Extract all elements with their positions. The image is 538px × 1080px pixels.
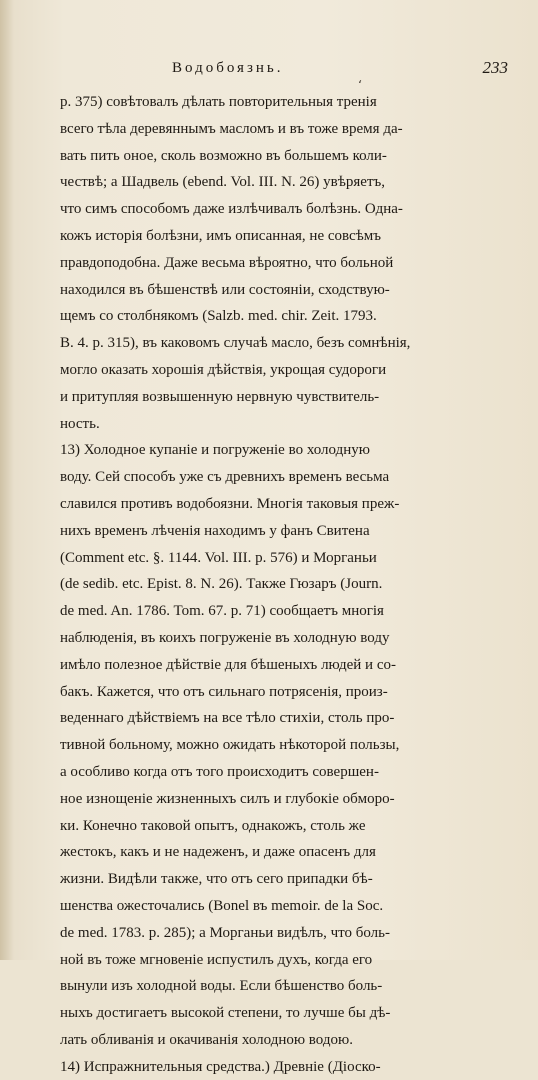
- text-line: и притупляя возвышенную нервную чувствитель-: [60, 388, 380, 405]
- page-number: 233: [482, 58, 508, 77]
- text-line: вынули изъ холодной воды. Если бѣшенство боль-: [60, 978, 383, 995]
- text-line: а особливо когда отъ того происходитъ совершен-: [60, 763, 379, 780]
- text-line: p. 375) совѣтовалъ дѣлать повторительныя тренія: [60, 94, 377, 110]
- text-line: ки. Конечно таковой опытъ, однакожъ, столь же: [60, 817, 366, 834]
- text-line: имѣло полезное дѣйствіе для бѣшеныхъ людей и со-: [60, 656, 396, 673]
- text-line: (Comment etc. §. 1144. Vol. III. p. 576) и Морганьи: [60, 549, 377, 566]
- text-line: чествѣ; а Шадвель (ebend. Vol. III. N. 26) увѣряетъ,: [60, 174, 386, 191]
- text-line: ной въ тоже мгновеніе испустилъ духъ, когда его: [60, 951, 373, 968]
- text-line: ныхъ достигаетъ высокой степени, то лучше бы дѣ-: [60, 1005, 391, 1022]
- text-line: щемъ со столбнякомъ (Salzb. med. chir. Zeit. 1793.: [60, 308, 377, 325]
- text-line: славился противъ водобоязни. Многія таковыя преж-: [60, 495, 400, 512]
- text-line: тивной больному, можно ожидать нѣкоторой пользы,: [60, 737, 400, 754]
- text-line: воду. Сей способъ уже съ древнихъ временъ весьма: [60, 469, 390, 486]
- page-header: [60, 58, 508, 92]
- text-line: веденнаго дѣйствіемъ на все тѣло стихіи, столь про-: [60, 710, 395, 727]
- text-line: 13) Холодное купаніе и погруженіе во холодную: [60, 442, 370, 459]
- text-line: (de sedib. etc. Epist. 8. N. 26). Также Гюзаръ (Journ.: [60, 576, 383, 593]
- header-mark: ʻ: [358, 78, 362, 92]
- text-line: жестокъ, какъ и не надеженъ, и даже опасенъ для: [60, 844, 376, 861]
- text-line: 14) Испражнительныя средства.) Древніе (Діоско-: [60, 1058, 381, 1075]
- text-line: de med. 1783. p. 285); а Морганьи видѣлъ, что боль-: [60, 924, 391, 941]
- text-line: de med. An. 1786. Tom. 67. p. 71) сообщаетъ многія: [60, 603, 384, 620]
- text-line: бакъ. Кажется, что отъ сильнаго потрясенія, произ-: [60, 683, 388, 700]
- text-line: могло оказать хорошія дѣйствія, укрощая судороги: [60, 361, 387, 378]
- text-line: кожъ исторія болѣзни, имъ описанная, не совсѣмъ: [60, 227, 382, 244]
- text-line: правдоподобна. Даже весьма вѣроятно, что больной: [60, 254, 394, 271]
- text-line: B. 4. p. 315), въ каковомъ случаѣ масло, безъ сомнѣнія,: [60, 335, 411, 352]
- text-line: ное изнощеніе жизненныхъ силъ и глубокіе обморо-: [60, 790, 395, 807]
- text-line: ность.: [60, 415, 100, 432]
- text-line: нихъ временъ лѣченія находимъ у фанъ Свитена: [60, 522, 370, 539]
- text-line: жизни. Видѣли также, что отъ сего припадки бѣ-: [60, 871, 373, 888]
- text-line: наблюденія, въ коихъ погруженіе въ холодную воду: [60, 629, 390, 646]
- text-line: вать пить оное, сколь возможно въ большемъ коли-: [60, 147, 387, 164]
- running-title: Водобоязнь.: [172, 60, 284, 76]
- text-line: лать обливанія и окачиванія холодною водою.: [60, 1031, 353, 1048]
- text-line: что симъ способомъ даже излѣчивалъ болѣзнь. Одна-: [60, 201, 403, 218]
- text-line: находился въ бѣшенствѣ или состояніи, сходствую-: [60, 281, 390, 298]
- body-text: [60, 89, 498, 1080]
- text-line: всего тѣла деревяннымъ масломъ и въ тоже время да-: [60, 120, 403, 137]
- text-line: шенства ожесточались (Bonel въ memoir. de la Soc.: [60, 897, 384, 914]
